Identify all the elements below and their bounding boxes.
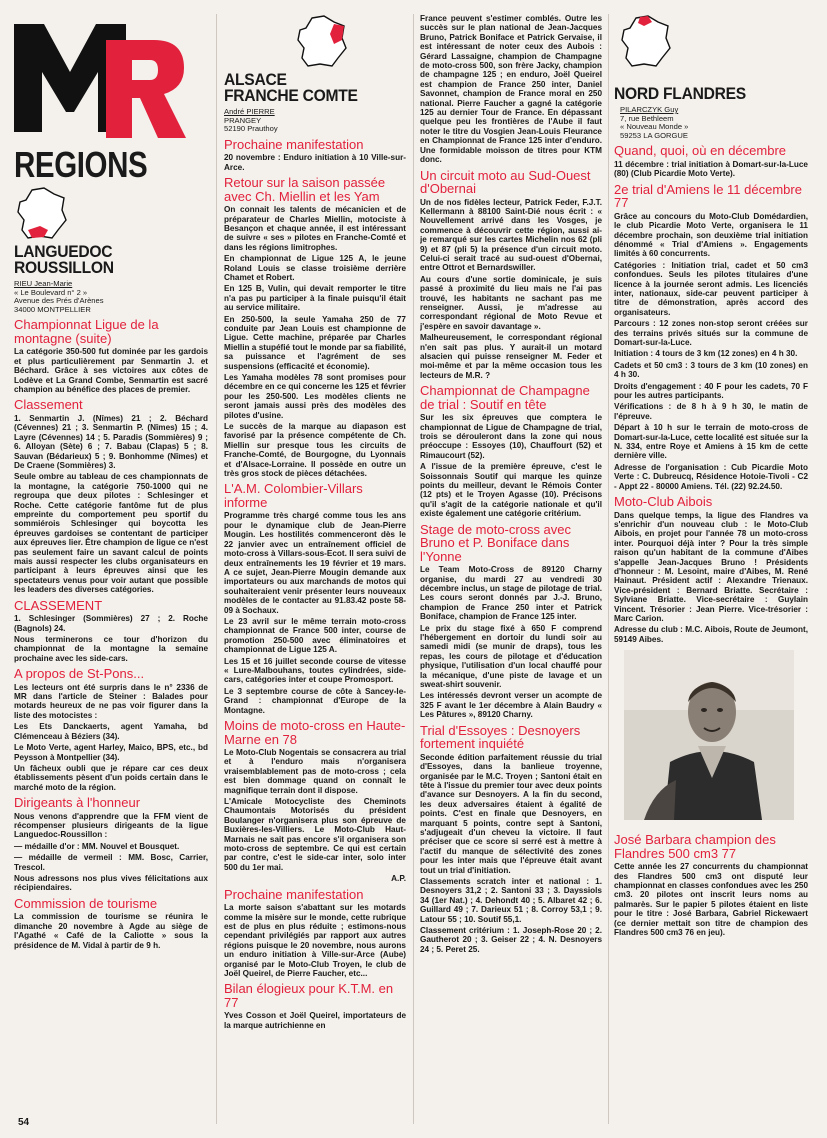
article-text: On connait les talents de mécanicien et de préparateur de Charles Miellin, motociste à Besançon et chaque année, il est intéressant de suivre « ses » pilotes en Franche-Comté et dans les régions limitrophes. — [224, 205, 406, 252]
section-heading: Classement — [14, 397, 83, 413]
france-map-icon — [294, 14, 350, 70]
article-text: 20 novembre : Enduro initiation à 10 Ville-sur-Arce. — [224, 153, 406, 172]
article-text: Les lecteurs ont été surpris dans le n° 2336 de MR dans l'article de Steiner : Balades pour motards heureux de ne pas voir figurer dans la liste des motocistes : — [14, 682, 208, 720]
article-text: En championnat de Ligue 125 A, le jeune Roland Louis se classe troisième derrière Chamet et Robert. — [224, 254, 406, 282]
article-text: Malheureusement, le correspondant régional n'en sait pas plus. Y aurait-il un motard alsacien qui puisse renseigner M. Feder et moi-même et par la même occasion tous les lecteurs de M.R. ? — [420, 333, 602, 380]
section-heading: CLASSEMENT — [14, 597, 103, 613]
article-text: Nous adressons nos plus vives félicitations aux récipiendaires. — [14, 874, 208, 893]
article-text: Classements scratch inter et national : 1. Desnoyers 31,2 ; 2. Santoni 33 ; 3. Dayssiols 34 (1er Nat.) ; 4. Dehondt 40 ; 5. Albaret 42 ; 6. Guillard 49 ; 7. Darieux 51 ; 8. Corroy 53,1 ; 9. Latour 55 ; 10. Soutif 55,1. — [420, 876, 602, 924]
article-text: Sur les six épreuves que comptera le championnat de Ligue de Champagne de trial, trois se dérouleront dans la zone qui nous préoccupe : Essoyes (10), Chauffourt (52) et Rimaucourt (52). — [420, 413, 602, 460]
article-text: Programme très chargé comme tous les ans pour le dynamique club de Jean-Pierre Mougin. Les hostilités commenceront dès le 22 janvier avec un entraînement officiel de moto-cross à Villars-sous-Ecot. Il sera suivi de deux entraînements les 19 février et 19 mars. A ce sujet, Jean-Pierre Mougin demande aux importateurs ou aux marchands de motos qui souhaiteraient venir présenter leurs nouveaux modèles de le contacter au 91.83.42 poste 58-09 à Sochaux. — [224, 511, 406, 615]
correspondent-contact: André PIERRE PRANGEY 52190 Prauthoy — [224, 107, 278, 134]
article-text: Parcours : 12 zones non-stop seront créées sur des terrains privés situés sur la commune de Domart-sur-la-Luce. — [614, 319, 808, 347]
column-divider — [608, 14, 609, 1124]
author-signature: A.P. — [391, 874, 406, 884]
section-heading: Retour sur la saison passée avec Ch. Miellin et les Yam — [224, 175, 386, 204]
article-text: Yves Cosson et Joël Queirel, importateurs de la marque autrichienne en — [224, 1011, 406, 1030]
logo-word: REGIONS — [14, 144, 148, 185]
france-map-icon — [618, 14, 674, 70]
article-text: Le prix du stage fixé à 650 F comprend l'hébergement en dortoir du lundi soir au samedi midi (se munir de draps), tous les repas, les cours de pilotage et d'éducation physique, l'utilisation d'un local chauffé pour la mécanique, d'une piste de lavage et un sweat-shirt souvenir. — [420, 623, 602, 690]
article-text: 11 décembre : trial initiation à Domart-sur-la-Luce (80) (Club Picardie Moto Verte). — [614, 159, 808, 179]
section-heading: Un circuit moto au Sud-Ouest d'Obernai — [420, 167, 591, 196]
region-title: NORD FLANDRES — [614, 84, 746, 103]
section-heading: Trial d'Essoyes : Desnoyers fortement inquiété — [420, 722, 581, 752]
france-map-icon — [14, 186, 70, 242]
article-text: France peuvent s'estimer comblés. Outre les succès sur le plan national de Jean-Jacques Bruno, Patrick Boniface et Patrick Gervaise, il est intéressant de noter ceux des Aubois : Gérard Lassaigne, champion de Champagne de moto-cross 500, son frère Jacky, champion de champagne 125 ; en enduro, Joël Queirel est champion de France 250 inter, Daniel Savonnet, champion de France moral en 250 national. Pierre Faucher a gagné la catégorie 125 au dernier Tour de France. En dépassant quelque peu les frontières de l'Aube il faut noter le titre du Vosgien Jean-Louis Fleurance en Championnat de France 125 inter d'enduro. Une formidable moisson de titres pour KTM donc. — [420, 14, 602, 165]
regions-masthead — [14, 14, 208, 184]
article-text: La catégorie 350-500 fut dominée par les gardois et plus particulièrement par Senmartin J. et Béchard. Grâce à ses victoires aux côtes de Lodève et La Grand Combe, Senmartin est sacré champion au bénéfice des places de premier. — [14, 347, 208, 394]
article-text: Classement critérium : 1. Joseph-Rose 20 ; 2. Gautherot 20 ; 3. Geiser 22 ; 4. N. Desnoyers 24 ; 5. Peret 25. — [420, 926, 602, 954]
article-text: Les intéressés devront verser un acompte de 325 F avant le 1er décembre à Alain Baudry « Les Pâtures », 89120 Charny. — [420, 691, 602, 720]
article-text: La commission de tourisme se réunira le dimanche 20 novembre à Agde au siège de l'Agathé « Café de la Caliotte » sous la présidence de M. Vidal à partir de 9 h. — [14, 912, 208, 950]
article-text: Le Moto Verte, agent Harley, Maico, BPS, etc., bd Peysson à Montpellier (34). — [14, 743, 208, 762]
article-text: Cadets et 50 cm3 : 3 tours de 3 km (10 zones) en 4 h 30. — [614, 360, 808, 380]
rider-portrait — [624, 650, 794, 820]
section-heading: Moto-Club Aibois — [614, 494, 713, 510]
section-heading: A propos de St-Pons... — [14, 666, 145, 682]
article-text: Cette année les 27 concurrents du championnat des Flandres 500 cm3 ont disputé leur championnat en classes confondues avec les 250 cm3. 20 pilotes ont inscrit leurs noms au palmarès. Sur le papier 5 pilotes étaient en liste pour le titre : José Barbara, Gabriel Rickewaert (ce dernier mettait son titre de champion des Flandres 500 cm3 76 en jeu). — [614, 862, 808, 938]
section-heading: Prochaine manifestation — [224, 136, 364, 152]
section-heading: Stage de moto-cross avec Bruno et P. Boniface dans l'Yonne — [420, 521, 572, 564]
article-text: 1. Schlesinger (Sommières) 27 ; 2. Roche (Bagnols) 24. — [14, 614, 208, 633]
article-text: Adresse du club : M.C. Aibois, Route de Jeumont, 59149 Aibes. — [614, 625, 808, 644]
section-heading: Commission de tourisme — [14, 895, 158, 911]
article-text: Départ à 10 h sur le terrain de moto-cross de Domart-sur-la-Luce, cette localité est située sur la N. 334, entre Roye et Amiens à 15 km de cette dernière ville. — [614, 423, 808, 461]
article-text: Adresse de l'organisation : Cub Picardie Moto Verte : C. Dubreucq, Résidence Hotoie-Tivoli - C2 - Appt 22 - 80000 Amiens. Tél. (22) 92.24.50. — [614, 462, 808, 491]
section-heading: Quand, quoi, où en décembre — [614, 143, 787, 159]
article-text: Le Team Moto-Cross de 89120 Charny organise, du mardi 27 au vendredi 30 décembre inclus, un stage de pilotage de trial. Les cours seront donnés par J.-J. Bruno, champion de France 250 inter et Patrick Boniface, champion de France 125 inter. — [420, 565, 602, 622]
region-title: LANGUEDOC ROUSSILLON — [14, 242, 114, 277]
article-text: Nous venons d'apprendre que la FFM vient de récompenser plusieurs dirigeants de la ligue Languedoc-Roussillon : — [14, 811, 208, 840]
article-text: A l'issue de la première épreuve, c'est le Soissonnais Soutif qui marque les quinze points du meilleur, devant le Rémois Conter (12 pts) et le Troyen Agasse (10). Précisons qu'il s'agit de la catégorie nationale et qu'il existe également une catégorie critérium. — [420, 462, 602, 519]
page-number: 54 — [18, 1117, 30, 1128]
article-text: Les 15 et 16 juillet seconde course de vitesse « Lure-Malbouhans, toutes cylindrées, side-cars, catégories inter et coupe Promosport. — [224, 656, 406, 685]
section-heading: Championnat Ligue de la montagne (suite) — [14, 317, 159, 346]
article-text: En 250-500, la seule Yamaha 250 de 77 conduite par Jean Louis est championne de Ligue. Cette machine, préparée par Charles Miellin a stupéfié tout le monde par sa fiabilité, sa puissance et l'agrément de ses suspensions (efficacité et économie). — [224, 314, 406, 371]
article-text: — médaille d'or : MM. Nouvel et Bousquet. — [14, 841, 180, 851]
column-languedoc — [14, 14, 208, 1124]
column-nord-flandres — [614, 14, 808, 1124]
section-heading: Moins de moto-cross en Haute-Marne en 78 — [224, 718, 406, 747]
article-text: Le Moto-Club Nogentais se consacrera au trial et à l'enduro mais n'organisera vraisemblablement pas de moto-cross ; cela est bien dommage quand on connaît le magnifique terrain dont il dispose. — [224, 748, 406, 795]
article-text: Catégories : Initiation trial, cadet et 50 cm3 confondues. Seuls les pilotes titulaires d'une licence à la journée seront admis. Les licenciés inter, nationaux, side-car peuvent participer à titre de démonstration, après accord des organisateurs. — [614, 260, 808, 317]
article-text: L'Amicale Motocycliste des Cheminots Chaumontais Motorisés du président Boulanger n'organisera plus son épreuve de Buxières-les-Villiers. Le Moto-Club Haut-Marnais ne sait pas encore s'il organisera son moto-cross de septembre. Ce qui est certain par contre, c'est le side-car inter, solo inter 500 du 1er mai. — [224, 797, 406, 872]
article-text: Nous terminerons ce tour d'horizon du championnat de la montagne la semaine prochaine avec les side-cars. — [14, 634, 208, 663]
article-text: Le succès de la marque au diapason est favorisé par la présence compétente de Ch. Miellin sur presque tous les circuits de Franche-Comté, de Bourgogne, du Lyonnais et d'Alsace-Lorraine. Il possède en outre un très gros stock de pièces détachées. — [224, 422, 406, 479]
column-alsace — [224, 14, 406, 1124]
article-text: Au cours d'une sortie dominicale, je suis passé à proximité du lieu mais ne l'ai pas trouvé, les habitants ne sachant pas me renseigner. Aussi, je m'adresse au correspondant régional de Moto Revue et j'espère en savoir davantage ». — [420, 274, 602, 331]
article-text: Les Yamaha modèles 78 sont promises pour décembre en ce qui concerne les 125 et février pour les 250-500. Les modèles clients ne seront jamais aussi près des modèles des pilotes d'usine. — [224, 373, 406, 420]
region-title: ALSACE FRANCHE COMTE — [224, 70, 358, 105]
section-heading: José Barbara champion des Flandres 500 cm3 77 — [614, 832, 776, 861]
column-divider — [413, 14, 414, 1124]
article-text: Droits d'engagement : 40 F pour les cadets, 70 F pour les autres participants. — [614, 381, 808, 400]
article-text: Initiation : 4 tours de 3 km (12 zones) en 4 h 30. — [614, 349, 798, 359]
article-text: — médaille de vermeil : MM. Bosc, Carrier, Trescol. — [14, 853, 208, 872]
article-text: Un fâcheux oubli que je répare car ces deux établissements pèsent d'un poids certain dans le marché moto de la région. — [14, 763, 208, 792]
article-text: Le 3 septembre course de côte à Sancey-le-Grand : championnat d'Europe de la Montagne. — [224, 686, 406, 715]
section-heading: Championnat de Champagne de trial : Soutif en tête — [420, 383, 590, 412]
article-text: 1. Senmartin J. (Nîmes) 21 ; 2. Béchard (Cévennes) 21 ; 3. Senmartin P. (Nîmes) 15 ; 4. Layre (Cévennes) 14 ; 5. Paradis (Sommières) 9 ; 6. Alloyan (Sète) 6 ; 7. Babau (Clapas) 5 ; 8. Sauvan (Bédarieux) 5 ; 9. Bonhomme (Nîmes) et De Craene (Sommières) 3. — [14, 413, 208, 470]
logo-r-letter — [106, 40, 186, 138]
section-heading: 2e trial d'Amiens le 11 décembre 77 — [614, 181, 802, 211]
article-text: Seule ombre au tableau de ces championnats de la montagne, la catégorie 750-1000 qui ne regroupa que deux pilotes : Schlesinger et Roche. Cette catégorie fantôme fut de plus empreinte du comportement peu sportif du sommiérois Schlesinger qui boycotta les épreuves gardoises se contentant de participer aux épreuves lier. Être champion de ligue ce n'est pas seulement faire un savant calcul de points mais aussi respecter les clubs organisateurs en participant à leurs épreuves ainsi que les spectateurs venus pour voir autant que possible les leaders des diverses catégories. — [14, 472, 208, 595]
article-text: Seconde édition parfaitement réussie du trial d'Essoyes, dans la banlieue troyenne, organisée par le M.C. Troyen ; Santoni était en tête à l'issue du premier tour avec deux points d'avance sur Desnoyers. A la fin du second, les deux adversaires étaient à égalité de points. C'est en finale que Desnoyers, en marquant 5 points, contre sept à Santoni, s'adjugeait d'un cheveu la victoire. Il faut préciser que ce score si serré est à mettre à l'actif du manque de sélectivité des zones pour les inter mais que l'épreuve était avant tout un trial d'initiation. — [420, 752, 602, 875]
section-heading: Prochaine manifestation — [224, 886, 364, 902]
column-alsace-continued — [420, 14, 602, 1124]
article-text: Grâce au concours du Moto-Club Domédardien, le club Picardie Moto Verte, organisera le 11 décembre prochain, son deuxième trial initiation dénommé « Trial d'Amiens ». Engagements limités à 60 concurrents. — [614, 211, 808, 259]
section-heading: Dirigeants à l'honneur — [14, 795, 141, 811]
article-text: Vérifications : de 8 h à 9 h 30, le matin de l'épreuve. — [614, 402, 808, 421]
article-text: Les Ets Danckaerts, agent Yamaha, bd Clémenceau à Béziers (34). — [14, 722, 208, 741]
section-heading: L'A.M. Colombier-Villars informe — [224, 481, 363, 510]
correspondent-contact: RIEU Jean-Marie « Le Boulevard n° 2 » Avenue des Prés d'Arènes 34000 MONTPELLIER — [14, 279, 104, 314]
article-text: La morte saison s'abattant sur les motards comme la misère sur le monde, cette rubrique est de plus en plus réduite ; estimons-nous cependant privilégiés par rapport aux autres régions puisque le 20 novembre, nous aurons un enduro initiation à Ville-sur-Arce (Aube) organisé par le Moto-Club Troyen, le club de Joël Queirel, de Pierre Faucher, etc... — [224, 903, 406, 979]
article-text: Un de nos fidèles lecteur, Patrick Feder, F.J.T. Kellermann à 88100 Saint-Dié nous écrit : « Nouvellement arrivé dans les Vosges, je commence à découvrir cette région, aussi ai-je remarqué sur les cartes Michelin nos 62 (pli 9) et 87 (pli 5) la présence d'un circuit moto. Celui-ci serait tracé au sud-ouest d'Obernai, entre Ottrot et Bernardswiller. — [420, 197, 602, 273]
article-text: Le 23 avril sur le même terrain moto-cross championnat de France 500 inter, course de promotion 250-500 avec éliminatoires et championnat de Ligue 125 A. — [224, 616, 406, 655]
column-divider — [216, 14, 217, 1124]
correspondent-contact: PILARCZYK Guy 7, rue Bethleem « Nouveau Monde » 59253 LA GORGUE — [620, 105, 689, 140]
section-heading: Bilan élogieux pour K.T.M. en 77 — [224, 981, 394, 1010]
article-text: Dans quelque temps, la ligue des Flandres va s'enrichir d'un nouveau club : le Moto-Club Aibois, en projet pour l'année 78 un moto-cross inter. Pourquoi déjà inter ? Pour la très simple raison qu'un habitant de la commune d'Aibes s'appelle Jean-Jacques Bruno ! Présidents d'honneur : M. Lesoint, maire d'Aibes, M. René Hainaut. Président actif : Alexandre Trienaux. Vice-président : Bernard Briatte. Secrétaire : Sylviane Briatte. Vice-secrétaire : Guylain Vincent. Trésorier : Jean Pierre. Vice-trésorier : Marc Carion. — [614, 510, 808, 624]
article-text: En 125 B, Vulin, qui devait remporter le titre n'a pas pu participer à la finale puisqu'il était au service militaire. — [224, 284, 406, 313]
